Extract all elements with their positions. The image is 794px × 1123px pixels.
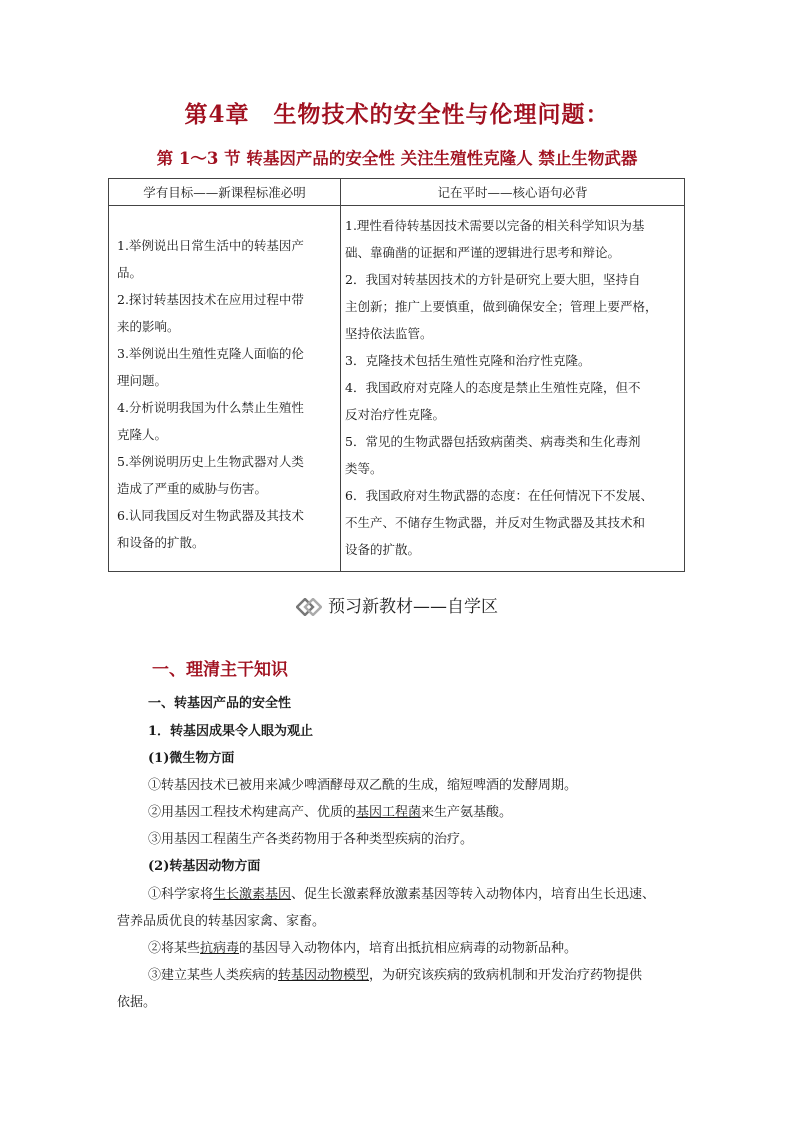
list-item: 6．我国政府对生物武器的态度：在任何情况下不发展、 bbox=[345, 488, 653, 503]
table-body-row bbox=[109, 206, 685, 572]
objectives-table bbox=[108, 178, 685, 572]
underlined-term: 抗病毒 bbox=[200, 941, 240, 956]
section-title: 第 1～3 节 转基因产品的安全性 关注生殖性克隆人 禁止生物武器 bbox=[156, 149, 638, 168]
diamond-logo-icon bbox=[296, 598, 322, 616]
text-segment: 、促生长激素释放激素基因等转入动物体内，培育出生长迅速、 bbox=[291, 887, 656, 902]
text-segment: ③建立某些人类疾病的 bbox=[148, 968, 279, 983]
list-item: 理问题。 bbox=[117, 373, 168, 388]
text-segment: ②将某些 bbox=[148, 941, 201, 956]
list-item: 主创新；推广上要慎重，做到确保安全；管理上要严格， bbox=[345, 299, 658, 314]
list-item: 类等。 bbox=[345, 461, 383, 476]
table-header-row bbox=[109, 179, 685, 206]
text-segment: 来生产氨基酸。 bbox=[421, 805, 513, 820]
animal-item-3-cont: 依据。 bbox=[117, 995, 157, 1010]
subheading: 一、转基因产品的安全性 bbox=[148, 696, 292, 711]
list-item: 坚持依法监管。 bbox=[345, 326, 433, 341]
left-column-header: 学有目标——新课程标准必明 bbox=[109, 179, 341, 206]
animal-item-1-cont: 营养品质优良的转基因家禽、家畜。 bbox=[117, 914, 326, 929]
list-item: 4.分析说明我国为什么禁止生殖性 bbox=[117, 400, 304, 415]
list-item: 1.理性看待转基因技术需要以完备的相关科学知识为基 bbox=[345, 218, 645, 233]
chapter-title: 第4章 生物技术的安全性与伦理问题： bbox=[184, 101, 610, 128]
list-item: 不生产、不储存生物武器，并反对生物武器及其技术和 bbox=[345, 515, 646, 530]
list-item: 来的影响。 bbox=[117, 319, 180, 334]
underlined-term: 转基因动物模型 bbox=[278, 968, 370, 983]
point-title: 1．转基因成果令人眼为观止 bbox=[148, 724, 314, 739]
micro-item-3: ③用基因工程菌生产各类药物用于各种类型疾病的治疗。 bbox=[148, 832, 474, 847]
animal-item-2 bbox=[148, 937, 577, 956]
animal-item-3 bbox=[148, 964, 642, 983]
animal-item-1 bbox=[148, 883, 655, 902]
key-sentences-cell bbox=[341, 206, 685, 572]
section-banner bbox=[0, 592, 794, 617]
list-item: 2.探讨转基因技术在应用过程中带 bbox=[117, 292, 304, 307]
underlined-term: 基因工程菌 bbox=[356, 805, 422, 820]
list-item: 造成了严重的威胁与伤害。 bbox=[117, 481, 268, 496]
list-item: 反对治疗性克隆。 bbox=[345, 407, 446, 422]
list-item: 2．我国对转基因技术的方针是研究上要大胆，坚持自 bbox=[345, 272, 641, 287]
text-segment: ①科学家将 bbox=[148, 887, 214, 902]
list-item: 5．常见的生物武器包括致病菌类、病毒类和生化毒剂 bbox=[345, 434, 641, 449]
underlined-term: 生长激素基因 bbox=[213, 887, 292, 902]
knowledge-heading: 一、理清主干知识 bbox=[152, 660, 288, 680]
list-item: 克隆人。 bbox=[117, 427, 168, 442]
list-item: 4．我国政府对克隆人的态度是禁止生殖性克隆，但不 bbox=[345, 380, 641, 395]
text-segment: 的基因导入动物体内，培育出抵抗相应病毒的动物新品种。 bbox=[239, 941, 578, 956]
banner-text: 预习新教材——自学区 bbox=[328, 597, 498, 617]
text-segment: ，为研究该疾病的致病机制和开发治疗药物提供 bbox=[369, 968, 643, 983]
list-item: 3.举例说出生殖性克隆人面临的伦 bbox=[117, 346, 304, 361]
list-item: 5.举例说明历史上生物武器对人类 bbox=[117, 454, 304, 469]
list-item: 3．克隆技术包括生殖性克隆和治疗性克隆。 bbox=[345, 353, 591, 368]
list-item: 设备的扩散。 bbox=[345, 542, 421, 557]
micro-item-1: ①转基因技术已被用来减少啤酒酵母双乙酰的生成，缩短啤酒的发酵周期。 bbox=[148, 778, 578, 793]
text-segment: ②用基因工程技术构建高产、优质的 bbox=[148, 805, 357, 820]
list-item: 1.举例说出日常生活中的转基因产 bbox=[117, 238, 304, 253]
right-column-header: 记在平时——核心语句必背 bbox=[341, 179, 685, 206]
list-item: 础、靠确凿的证据和严谨的逻辑进行思考和辩论。 bbox=[345, 245, 621, 260]
micro-item-2 bbox=[148, 801, 512, 820]
micro-title: (1)微生物方面 bbox=[148, 751, 235, 766]
list-item: 品。 bbox=[117, 265, 143, 280]
animal-title: (2)转基因动物方面 bbox=[148, 859, 261, 874]
list-item: 6.认同我国反对生物武器及其技术 bbox=[117, 508, 304, 523]
learning-objectives-cell bbox=[109, 206, 341, 572]
list-item: 和设备的扩散。 bbox=[117, 535, 205, 550]
